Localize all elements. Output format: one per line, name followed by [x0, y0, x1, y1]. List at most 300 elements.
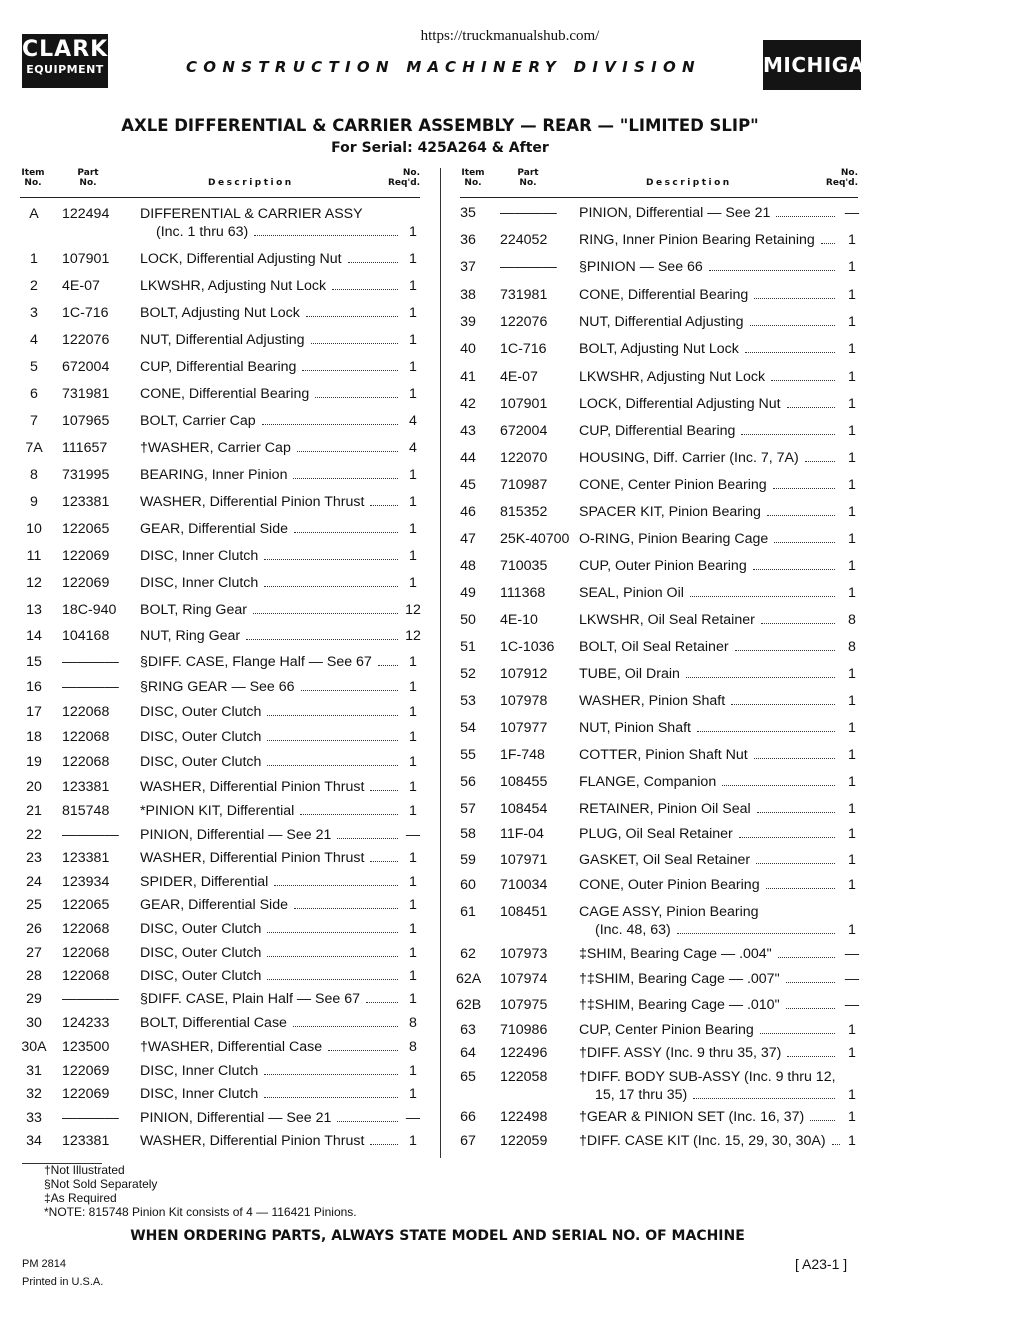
- part-number: ————: [62, 654, 119, 670]
- item-number: 57: [460, 801, 476, 817]
- dot-leader: [311, 331, 398, 344]
- part-description: [140, 728, 402, 746]
- part-number: 107974: [500, 971, 548, 987]
- description-text: GEAR, Differential Side: [140, 521, 288, 537]
- col-header-text: No.: [464, 178, 482, 188]
- quantity-required: 1: [409, 921, 417, 937]
- description-text: WASHER, Differential Pinion Thrust: [140, 850, 365, 866]
- part-description: [140, 826, 402, 844]
- quantity-required: —: [844, 971, 860, 987]
- item-number: 20: [26, 779, 42, 795]
- description-line-1: DIFFERENTIAL & CARRIER ASSY: [140, 206, 363, 222]
- dot-leader: [370, 778, 398, 791]
- item-number: 2: [30, 278, 38, 294]
- quantity-required: 1: [409, 679, 417, 695]
- part-description: [140, 547, 402, 565]
- quantity-required: 1: [848, 504, 856, 520]
- part-number: 122068: [62, 729, 110, 745]
- item-number: 59: [460, 852, 476, 868]
- item-number: 58: [460, 826, 476, 842]
- item-number: 48: [460, 558, 476, 574]
- description-text: CONE, Differential Bearing: [140, 386, 310, 402]
- part-description: [579, 204, 839, 222]
- dot-leader: [697, 719, 835, 732]
- item-number: 67: [460, 1133, 476, 1149]
- quantity-required: 1: [848, 1045, 856, 1061]
- description-text: †WASHER, Differential Case: [140, 1039, 323, 1055]
- quantity-required: 1: [848, 1133, 856, 1149]
- dot-leader: [293, 466, 398, 479]
- dot-leader: [267, 728, 398, 741]
- description-text: RETAINER, Pinion Oil Seal: [579, 801, 751, 817]
- part-number: ————: [62, 991, 119, 1007]
- part-description: [140, 358, 402, 376]
- col-header-text: Part: [77, 168, 99, 178]
- printed-in: Printed in U.S.A.: [22, 1276, 104, 1288]
- part-number: 123381: [62, 850, 110, 866]
- dot-leader: [739, 825, 835, 838]
- part-number: 815748: [62, 803, 110, 819]
- part-number: 672004: [62, 359, 110, 375]
- part-description: [579, 258, 839, 276]
- quantity-required: 1: [848, 558, 856, 574]
- description-text: DISC, Outer Clutch: [140, 754, 262, 770]
- part-number: 672004: [500, 423, 548, 439]
- quantity-required: 1: [409, 729, 417, 745]
- part-number: 108451: [500, 904, 548, 920]
- page-subtitle: For Serial: 425A264 & After: [331, 140, 549, 156]
- part-description: [579, 825, 839, 843]
- part-description: [579, 1021, 839, 1039]
- description-line-1: †DIFF. BODY SUB-ASSY (Inc. 9 thru 12,: [579, 1069, 836, 1085]
- item-number: 24: [26, 874, 42, 890]
- quantity-required: 1: [848, 801, 856, 817]
- description-text: PINION, Differential — See 21: [140, 827, 332, 843]
- dot-leader: [745, 340, 835, 353]
- part-number: 123381: [62, 1133, 110, 1149]
- quantity-required: 1: [848, 852, 856, 868]
- item-number: 66: [460, 1109, 476, 1125]
- dot-leader: [264, 547, 398, 560]
- logo-clark-text: CLARK: [22, 37, 109, 62]
- part-description: [140, 849, 402, 867]
- dot-leader: [267, 703, 398, 716]
- dot-leader: [366, 990, 398, 1003]
- item-number: 52: [460, 666, 476, 682]
- part-description: [579, 1132, 839, 1150]
- dot-leader: [267, 944, 398, 957]
- item-number: 9: [30, 494, 38, 510]
- description-text: SPIDER, Differential: [140, 874, 269, 890]
- part-number: 122068: [62, 754, 110, 770]
- part-number: 122069: [62, 575, 110, 591]
- dot-leader: [766, 876, 835, 889]
- col-header-text: Part: [517, 168, 539, 178]
- quantity-required: 1: [409, 224, 417, 240]
- part-number: 25K-40700: [500, 531, 570, 547]
- item-number: 22: [26, 827, 42, 843]
- item-number: 29: [26, 991, 42, 1007]
- part-number: 122059: [500, 1133, 548, 1149]
- item-number: 6: [30, 386, 38, 402]
- part-description: [140, 627, 402, 645]
- pm-number: PM 2814: [22, 1258, 67, 1270]
- part-description: [579, 638, 839, 656]
- item-number: 17: [26, 704, 42, 720]
- footnote-as-required: ‡As Required: [44, 1191, 117, 1205]
- part-description: [579, 368, 839, 386]
- description-line-1: CAGE ASSY, Pinion Bearing: [579, 904, 759, 920]
- quantity-required: 4: [409, 440, 417, 456]
- part-number: 122070: [500, 450, 548, 466]
- quantity-required: 1: [409, 386, 417, 402]
- part-description: [140, 1038, 402, 1056]
- description-text: PINION, Differential — See 21: [140, 1110, 332, 1126]
- item-number: 43: [460, 423, 476, 439]
- item-number: 47: [460, 531, 476, 547]
- part-description: [579, 773, 839, 791]
- quantity-required: 1: [409, 278, 417, 294]
- dot-leader: [337, 826, 398, 839]
- dot-leader: [348, 250, 398, 263]
- quantity-required: 1: [409, 1133, 417, 1149]
- quantity-required: 1: [848, 826, 856, 842]
- part-number: ————: [500, 259, 557, 275]
- dot-leader: [370, 849, 398, 862]
- part-number: 122069: [62, 1086, 110, 1102]
- dot-leader: [750, 313, 835, 326]
- description-text: LOCK, Differential Adjusting Nut: [579, 396, 781, 412]
- part-number: 122494: [62, 206, 110, 222]
- col-header-text: Req'd.: [825, 178, 858, 188]
- part-description: [579, 395, 839, 413]
- dot-leader: [267, 753, 398, 766]
- quantity-required: 1: [848, 259, 856, 275]
- dot-leader: [821, 231, 835, 244]
- description-text: §DIFF. CASE, Flange Half — See 67: [140, 654, 372, 670]
- col-header-part-left: [72, 168, 104, 188]
- col-header-text: Req'd.: [388, 178, 421, 188]
- item-number: 33: [26, 1110, 42, 1126]
- quantity-required: 1: [848, 287, 856, 303]
- logo-equipment-text: EQUIPMENT: [26, 63, 104, 76]
- quantity-required: 1: [409, 874, 417, 890]
- dot-leader: [264, 1085, 398, 1098]
- quantity-required: 1: [409, 521, 417, 537]
- part-number: 18C-940: [62, 602, 117, 618]
- part-number: 1F-748: [500, 747, 545, 763]
- part-number: 122076: [62, 332, 110, 348]
- quantity-required: 8: [848, 612, 856, 628]
- part-description: [579, 996, 839, 1014]
- description-text: GEAR, Differential Side: [140, 897, 288, 913]
- dot-leader: [787, 1044, 835, 1057]
- description-line-2: [579, 921, 839, 939]
- quantity-required: 1: [409, 332, 417, 348]
- description-text: DISC, Outer Clutch: [140, 921, 262, 937]
- dot-leader: [771, 368, 835, 381]
- description-text: BOLT, Differential Case: [140, 1015, 287, 1031]
- quantity-required: 1: [848, 774, 856, 790]
- part-description: [140, 967, 402, 985]
- part-description: [140, 778, 402, 796]
- dot-leader: [267, 967, 398, 980]
- quantity-required: 1: [409, 850, 417, 866]
- description-text: LKWSHR, Adjusting Nut Lock: [579, 369, 766, 385]
- description-text: DISC, Outer Clutch: [140, 704, 262, 720]
- dot-leader: [690, 584, 835, 597]
- dot-leader: [262, 412, 398, 425]
- description-text: CONE, Center Pinion Bearing: [579, 477, 767, 493]
- description-text: LKWSHR, Oil Seal Retainer: [579, 612, 755, 628]
- dot-leader: [735, 638, 835, 651]
- quantity-required: 8: [409, 1015, 417, 1031]
- part-number: ————: [62, 1110, 119, 1126]
- item-number: 63: [460, 1022, 476, 1038]
- dot-leader: [378, 653, 398, 666]
- part-description: [140, 944, 402, 962]
- part-description: [140, 753, 402, 771]
- dot-leader: [686, 665, 835, 678]
- quantity-required: 1: [409, 779, 417, 795]
- dot-leader: [754, 286, 835, 299]
- part-number: 710987: [500, 477, 548, 493]
- dot-leader: [754, 746, 835, 759]
- dot-leader: [810, 1108, 835, 1121]
- dot-leader: [757, 800, 835, 813]
- dot-leader: [370, 493, 398, 506]
- dot-leader: [786, 970, 835, 983]
- part-number: 124233: [62, 1015, 110, 1031]
- dot-leader: [773, 476, 835, 489]
- description-text: WASHER, Pinion Shaft: [579, 693, 726, 709]
- part-description: [579, 584, 839, 602]
- description-text: BOLT, Adjusting Nut Lock: [140, 305, 300, 321]
- part-number: 123934: [62, 874, 110, 890]
- description-text: §DIFF. CASE, Plain Half — See 67: [140, 991, 360, 1007]
- quantity-required: 1: [848, 693, 856, 709]
- quantity-required: 8: [409, 1039, 417, 1055]
- part-description: [579, 476, 839, 494]
- description-text: CUP, Differential Bearing: [579, 423, 736, 439]
- part-number: 1C-1036: [500, 639, 555, 655]
- part-number: 123381: [62, 494, 110, 510]
- quantity-required: 1: [848, 232, 856, 248]
- description-text: §PINION — See 66: [579, 259, 703, 275]
- description-text: SPACER KIT, Pinion Bearing: [579, 504, 761, 520]
- item-number: 46: [460, 504, 476, 520]
- item-number: 56: [460, 774, 476, 790]
- part-number: 710035: [500, 558, 548, 574]
- quantity-required: 1: [848, 1087, 856, 1103]
- part-description: [140, 1085, 402, 1103]
- part-description: [140, 990, 402, 1008]
- item-number: 12: [26, 575, 42, 591]
- part-description: [579, 1108, 839, 1126]
- quantity-required: 1: [409, 897, 417, 913]
- description-text: BEARING, Inner Pinion: [140, 467, 288, 483]
- part-number: 107973: [500, 946, 548, 962]
- description-line-2: [140, 223, 402, 241]
- part-number: 123381: [62, 779, 110, 795]
- part-number: 11F-04: [500, 826, 544, 842]
- part-description: [140, 277, 402, 295]
- source-url[interactable]: https://truckmanualshub.com/: [420, 28, 600, 44]
- quantity-required: 1: [409, 968, 417, 984]
- part-description: [579, 1044, 839, 1062]
- quantity-required: 1: [848, 369, 856, 385]
- item-number: 4: [30, 332, 38, 348]
- col-header-qty-right: [822, 168, 858, 188]
- part-description: [140, 1132, 402, 1150]
- part-number: 122068: [62, 921, 110, 937]
- part-number: 122069: [62, 548, 110, 564]
- part-description: [140, 896, 402, 914]
- description-text: CUP, Outer Pinion Bearing: [579, 558, 747, 574]
- quantity-required: 1: [409, 945, 417, 961]
- description-text: HOUSING, Diff. Carrier (Inc. 7, 7A): [579, 450, 799, 466]
- item-number: 55: [460, 747, 476, 763]
- description-text: WASHER, Differential Pinion Thrust: [140, 779, 365, 795]
- item-number: 11: [26, 548, 42, 564]
- part-description: [579, 1068, 839, 1104]
- part-description: [140, 703, 402, 721]
- item-number: 10: [26, 521, 42, 537]
- item-number: 64: [460, 1045, 476, 1061]
- part-description: [579, 665, 839, 683]
- part-description: [140, 1109, 402, 1127]
- part-number: 122076: [500, 314, 548, 330]
- quantity-required: 1: [409, 575, 417, 591]
- item-number: 41: [460, 369, 476, 385]
- description-line-2-text: (Inc. 1 thru 63): [156, 224, 249, 240]
- item-number: 62: [460, 946, 476, 962]
- michigan-logo: MICHIGAN: [763, 40, 861, 90]
- part-number: ————: [500, 205, 557, 221]
- description-line-2: [579, 1086, 839, 1104]
- item-number: 35: [460, 205, 476, 221]
- item-number: 19: [26, 754, 42, 770]
- dot-leader: [677, 921, 835, 934]
- part-description: [579, 970, 839, 988]
- part-number: 122068: [62, 704, 110, 720]
- dot-leader: [693, 1086, 835, 1099]
- part-description: [579, 746, 839, 764]
- description-text: †GEAR & PINION SET (Inc. 16, 37): [579, 1109, 805, 1125]
- dot-leader: [267, 920, 398, 933]
- quantity-required: 1: [409, 654, 417, 670]
- description-line-2-text: 15, 17 thru 35): [595, 1087, 688, 1103]
- part-description: [579, 611, 839, 629]
- description-text: NUT, Ring Gear: [140, 628, 241, 644]
- part-description: [140, 1014, 402, 1032]
- quantity-required: 1: [409, 1063, 417, 1079]
- ordering-note: WHEN ORDERING PARTS, ALWAYS STATE MODEL AND SERIAL NO. OF MACHINE: [130, 1228, 745, 1244]
- part-number: 224052: [500, 232, 548, 248]
- description-text: PLUG, Oil Seal Retainer: [579, 826, 733, 842]
- quantity-required: 1: [409, 548, 417, 564]
- dot-leader: [306, 304, 398, 317]
- description-text: DISC, Outer Clutch: [140, 729, 262, 745]
- description-text: †DIFF. CASE KIT (Inc. 15, 29, 30, 30A): [579, 1133, 826, 1149]
- col-header-text: Item: [21, 168, 45, 178]
- description-text: LKWSHR, Adjusting Nut Lock: [140, 278, 327, 294]
- part-description: [140, 574, 402, 592]
- quantity-required: 1: [848, 423, 856, 439]
- part-description: [579, 945, 839, 963]
- part-description: [579, 719, 839, 737]
- quantity-required: 4: [409, 413, 417, 429]
- header-rule-left: [20, 197, 420, 198]
- description-text: DISC, Outer Clutch: [140, 945, 262, 961]
- part-description: [579, 876, 839, 894]
- item-number: 38: [460, 287, 476, 303]
- part-number: 4E-10: [500, 612, 538, 628]
- dot-leader: [805, 449, 835, 462]
- part-description: [140, 304, 402, 322]
- description-text: FLANGE, Companion: [579, 774, 717, 790]
- item-number: 1: [30, 251, 38, 267]
- part-number: 123500: [62, 1039, 110, 1055]
- dot-leader: [709, 258, 835, 271]
- dot-leader: [753, 557, 835, 570]
- quantity-required: 1: [409, 251, 417, 267]
- quantity-required: 1: [409, 359, 417, 375]
- part-number: 122058: [500, 1069, 548, 1085]
- part-description: [140, 205, 402, 241]
- part-number: 710986: [500, 1022, 548, 1038]
- part-number: 111657: [62, 440, 108, 456]
- quantity-required: 1: [409, 803, 417, 819]
- description-text: CUP, Differential Bearing: [140, 359, 297, 375]
- part-description: [579, 503, 839, 521]
- description-text: NUT, Differential Adjusting: [140, 332, 305, 348]
- part-number: 710034: [500, 877, 548, 893]
- dot-leader: [274, 873, 398, 886]
- quantity-required: 1: [848, 450, 856, 466]
- part-description: [579, 422, 839, 440]
- dot-leader: [756, 851, 835, 864]
- item-number: 7A: [25, 440, 43, 456]
- part-number: 104168: [62, 628, 110, 644]
- part-description: [140, 250, 402, 268]
- dot-leader: [297, 439, 398, 452]
- part-description: [140, 439, 402, 457]
- quantity-required: 1: [409, 754, 417, 770]
- col-header-description-right: Description: [646, 178, 732, 188]
- part-description: [140, 520, 402, 538]
- part-description: [579, 557, 839, 575]
- item-number: 61: [460, 904, 476, 920]
- quantity-required: 1: [848, 922, 856, 938]
- footnote-not-sold-separately: §Not Sold Separately: [44, 1177, 158, 1191]
- part-number: 107965: [62, 413, 110, 429]
- item-number: 25: [26, 897, 42, 913]
- dot-leader: [294, 896, 398, 909]
- item-number: 40: [460, 341, 476, 357]
- dot-leader: [332, 277, 398, 290]
- dot-leader: [778, 945, 835, 958]
- part-number: 122498: [500, 1109, 548, 1125]
- description-text: BOLT, Ring Gear: [140, 602, 247, 618]
- dot-leader: [776, 204, 835, 217]
- description-text: ‡SHIM, Bearing Cage — .004": [579, 946, 772, 962]
- description-text: RING, Inner Pinion Bearing Retaining: [579, 232, 815, 248]
- item-number: 15: [26, 654, 42, 670]
- item-number: 36: [460, 232, 476, 248]
- item-number: 32: [26, 1086, 42, 1102]
- part-number: 107977: [500, 720, 548, 736]
